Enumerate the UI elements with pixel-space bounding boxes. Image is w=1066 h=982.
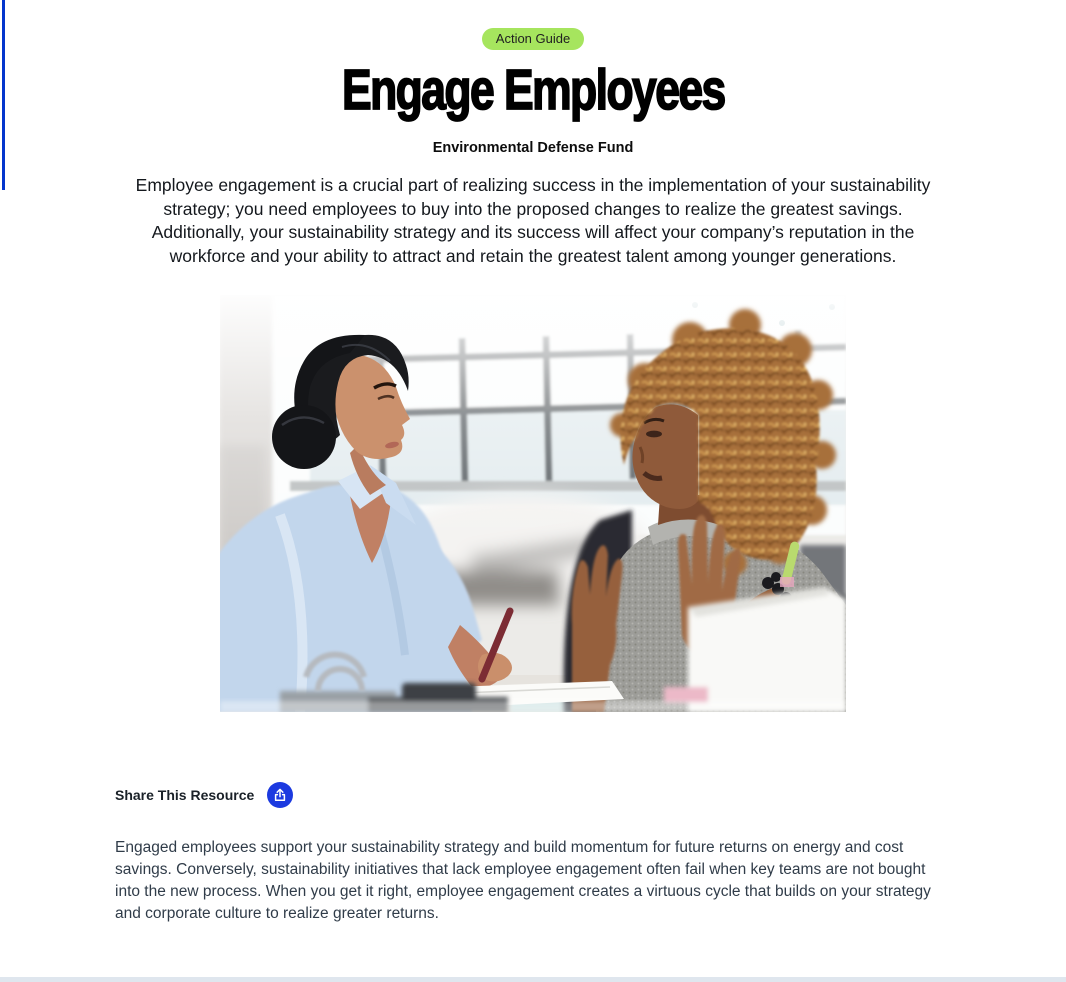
title-row — [0, 58, 1066, 122]
page-title: Engage Employees — [341, 58, 725, 122]
share-button[interactable] — [267, 782, 293, 808]
body-paragraph: Engaged employees support your sustainability strategy and build momentum for future returns on energy and cost savings. Conversely, sustainability initiatives that lack employee engagement often fail when key teams are not bought into the new process. When you get it right, employee engagement creates a virtuous cycle that builds on your strategy and corporate culture to realize greater returns. — [115, 839, 931, 922]
badge-row — [0, 0, 1066, 50]
intro-paragraph: Employee engagement is a crucial part of realizing success in the implementation of your sustainability strategy; you need employees to buy into the proposed changes to realize the greatest savings. Additionally, your sustainability strategy and its success will affect your company’s reputation in the workforce and your ability to attract and retain the greatest talent among younger generations. — [135, 175, 931, 266]
left-accent-rule — [2, 0, 5, 190]
share-label: Share This Resource — [115, 787, 255, 803]
action-guide-badge: Action Guide — [482, 28, 584, 50]
page-subtitle: Environmental Defense Fund — [432, 140, 634, 156]
hero-image — [220, 295, 846, 712]
share-row — [115, 782, 1066, 808]
footer-band — [0, 977, 1066, 982]
share-upload-icon — [273, 788, 287, 802]
